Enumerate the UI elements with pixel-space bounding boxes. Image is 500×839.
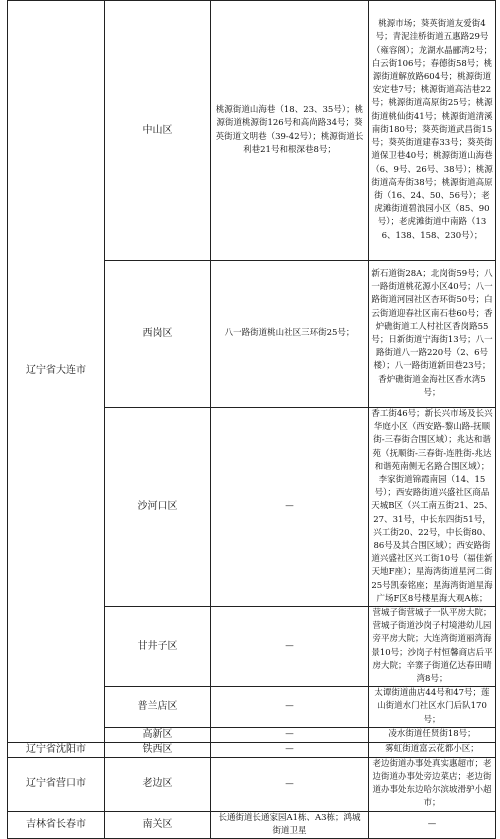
city-cell: 辽宁省大连市 xyxy=(8,1,105,743)
district-cell: 甘井子区 xyxy=(105,607,211,687)
medium-risk-cell: 桃源街道山海巷（18、23、35号）；桃源街道桃源街126号和高尚路34号；葵英街道文明巷（39-42号）；桃源街道长利巷21号和根深巷8号； xyxy=(211,1,369,261)
low-risk-cell: 新石道街28A；北岗街59号；八一路街道桃花源小区40号；八一路街道河园社区杏环街50号；白云街道迎春社区南石巷60号；香炉礁街道工人村社区香岗路55号；日新街道宁海街13号；八一路街道八一路220号（2、6号楼）；八一路街道新田巷23号；香炉礁街道金海社区香水湾5号； xyxy=(369,261,496,408)
district-cell: 普兰店区 xyxy=(105,687,211,728)
district-cell: 沙河口区 xyxy=(105,408,211,607)
medium-risk-cell: — xyxy=(211,408,369,607)
district-cell: 铁西区 xyxy=(105,742,211,757)
city-cell: 吉林省长春市 xyxy=(8,811,105,838)
district-cell: 西岗区 xyxy=(105,261,211,408)
district-cell: 高新区 xyxy=(105,727,211,742)
table-row xyxy=(8,742,496,757)
medium-risk-cell: — xyxy=(211,757,369,811)
medium-risk-cell: 八一路街道桃山社区三环街25号； xyxy=(211,261,369,408)
medium-risk-cell: — xyxy=(211,742,369,757)
table-row xyxy=(8,757,496,811)
medium-risk-cell: 长通街道长通家园A1栋、A3栋；鸿城街道卫星 xyxy=(211,811,369,838)
table-row xyxy=(8,811,496,838)
low-risk-cell: 凌水街道任贤街18号； xyxy=(369,727,496,742)
city-cell: 辽宁省沈阳市 xyxy=(8,742,105,757)
city-cell: 辽宁省营口市 xyxy=(8,757,105,811)
risk-area-table xyxy=(7,0,496,839)
district-cell: 南关区 xyxy=(105,811,211,838)
table-row xyxy=(8,1,496,261)
low-risk-cell: — xyxy=(369,811,496,838)
district-cell: 中山区 xyxy=(105,1,211,261)
low-risk-cell: 桃源市场；葵英街道友爱街4号；青泥洼桥街道五惠路29号（雍容阁）；龙湖水晶郦湾2号；白云街106号；春德街58号；桃源街道解放路604号；桃源街道安定巷7号；桃源街道高洁巷22号；桃源街道高原街25号；桃源街道桃仙街41号；桃源街道清溪南街180号；葵英街道武昌街15号；葵英街道建春33号；葵英街道保卫巷40号；桃源街道山海巷（6、9号、26号、38号）；桃源街道高寿街38号；桃源街道高原街（16、24、50、56号）；老虎滩街道碧浪园小区（85、90号）；老虎滩街道中南路（136、138、158、230号）； xyxy=(369,1,496,261)
medium-risk-cell: — xyxy=(211,727,369,742)
medium-risk-cell: — xyxy=(211,687,369,728)
district-cell: 老边区 xyxy=(105,757,211,811)
low-risk-cell: 雾虹街道富云花都小区； xyxy=(369,742,496,757)
low-risk-cell: 太谭街道曲店44号和47号；莲山街道水门社区水门后队170号； xyxy=(369,687,496,728)
low-risk-cell: 营城子街营城子一队平房大院；营城子街道沙岗子村境港幼儿园旁平房大院；大连湾街道丽湾海景10号；沙岗子村恒馨商店后平房大院；辛寨子街道亿达春田晴湾8号； xyxy=(369,607,496,687)
medium-risk-cell: — xyxy=(211,607,369,687)
low-risk-cell: 老边街道办事处真实惠超市；老边街道办事处旁边菜店；老边街道办事处东边哈尔滨坡滑驴小超市； xyxy=(369,757,496,811)
low-risk-cell: 香工街46号；新长兴市场及长兴华庭小区（西安路-黎山路-抚顺街-三春街合围区域）；兆达和谐苑（抚顺街-三春街-连胜街-兆达和谐苑南侧无名路合围区域）；李家街道锦霞南园（14、15号）；西安路街道兴盛社区商品天城B区（兴工南五街21、25、27、31号，中长东四街51号，兴工街20、22号，中长街80、86号及其合围区域）；西安路街道兴盛社区兴工街10号（福佳新天地F座）；星海湾街道星河二街25号凯泰铭座；星海湾街道星海广场F区8号楼星海大观A栋； xyxy=(369,408,496,607)
